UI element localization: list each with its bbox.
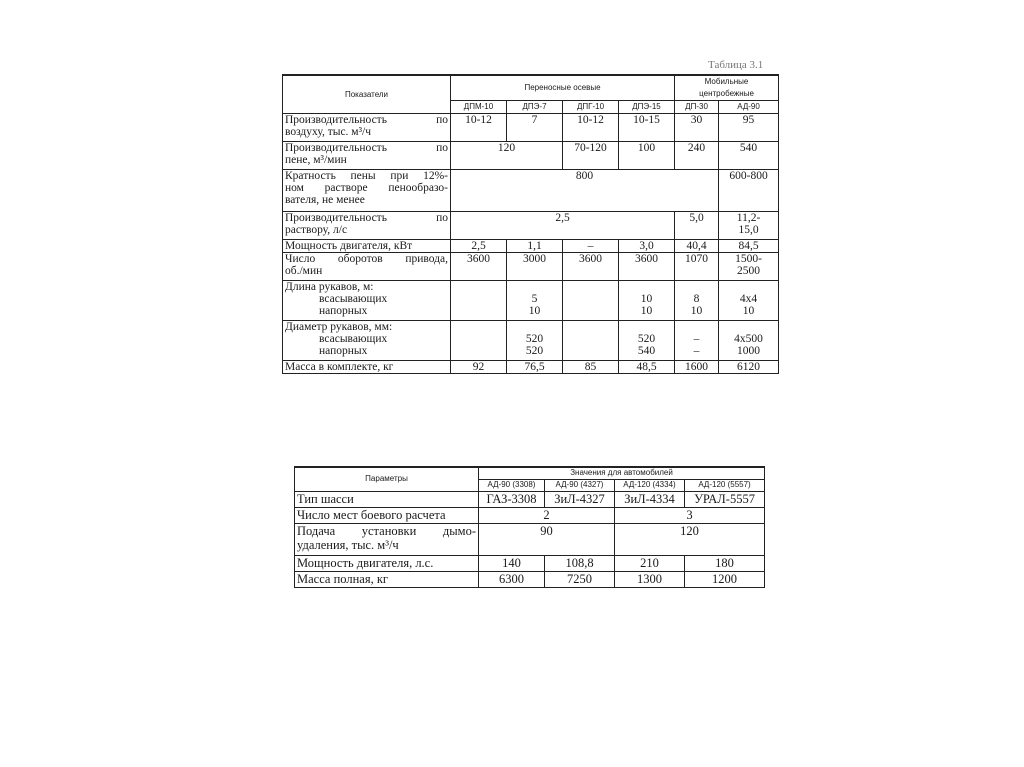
cell-value: 30 xyxy=(675,114,719,142)
cell-value: 2500 xyxy=(737,265,761,277)
cell-value: 3600 xyxy=(619,253,675,281)
row-label: удаления, тыс. м³/ч xyxy=(297,537,399,552)
cell-value: 540 xyxy=(637,345,656,357)
cell-value: 10 xyxy=(528,305,541,317)
cell-value: ЗиЛ-4327 xyxy=(545,491,615,507)
table-row xyxy=(283,114,779,142)
row-label: пене, м³/мин xyxy=(285,154,347,166)
cell-value: 10-12 xyxy=(451,114,507,142)
row-label: Производительность по xyxy=(285,142,448,154)
header-model: ДПЭ-15 xyxy=(619,101,675,114)
cell-value: 3600 xyxy=(451,253,507,281)
table-row xyxy=(295,507,765,523)
row-label: Тип шасси xyxy=(295,491,479,507)
header-model: АД-120 (5557) xyxy=(685,479,765,491)
row-label: Производительность по xyxy=(285,212,448,224)
cell-value: 5 xyxy=(531,293,538,305)
cell-value: 90 xyxy=(479,523,615,555)
header-model: ДПГ-10 xyxy=(563,101,619,114)
row-label: ном растворе пенообразо- xyxy=(285,182,448,194)
header-model: АД-90 xyxy=(719,101,779,114)
table-row xyxy=(283,321,779,361)
header-model: АД-90 (3308) xyxy=(479,479,545,491)
cell-value: 2 xyxy=(479,507,615,523)
table-row xyxy=(295,523,765,555)
cell-value: 84,5 xyxy=(719,240,779,253)
row-label: воздуху, тыс. м³/ч xyxy=(285,126,372,138)
row-label: Мощность двигателя, л.с. xyxy=(295,555,479,571)
cell-value: 520 xyxy=(637,333,656,345)
table-row xyxy=(295,491,765,507)
cell-value: 3 xyxy=(615,507,765,523)
cell-value: 8 xyxy=(693,293,700,305)
table-row xyxy=(295,555,765,571)
cell-value: 1070 xyxy=(675,253,719,281)
row-label: об./мин xyxy=(285,265,323,277)
cell-value: 10 xyxy=(690,305,703,317)
table-caption: Таблица 3.1 xyxy=(708,60,764,70)
cell-value: 6120 xyxy=(719,361,779,374)
cell-value: 540 xyxy=(719,142,779,170)
cell-value: 6300 xyxy=(479,571,545,587)
row-label: Производительность по xyxy=(285,114,448,126)
row-label: Число мест боевого расчета xyxy=(295,507,479,523)
cell-value: – xyxy=(693,345,700,357)
table-row xyxy=(283,212,779,240)
cell-value: 3600 xyxy=(563,253,619,281)
cell-value: 5,0 xyxy=(675,212,719,240)
cell-value: 4х4 xyxy=(739,293,758,305)
row-label: всасывающих xyxy=(319,293,388,305)
header-model: АД-120 (4334) xyxy=(615,479,685,491)
cell-value: 1600 xyxy=(675,361,719,374)
header-indicators: Показатели xyxy=(283,75,451,114)
header-model: ДПМ-10 xyxy=(451,101,507,114)
cell-value: 1200 xyxy=(685,571,765,587)
row-label: Масса в комплекте, кг xyxy=(283,361,451,374)
cell-value: 7 xyxy=(507,114,563,142)
cell-value: 48,5 xyxy=(619,361,675,374)
cell-value: 2,5 xyxy=(451,212,675,240)
cell-value: – xyxy=(693,333,700,345)
row-label: вателя, не менее xyxy=(285,194,365,206)
row-label: Подача установки дымо- xyxy=(297,523,476,538)
cell-value: 4х500 xyxy=(734,333,763,345)
cell-value: 3000 xyxy=(507,253,563,281)
cell-value: 3,0 xyxy=(619,240,675,253)
row-label: напорных xyxy=(319,345,368,357)
cell-value: 10 xyxy=(640,305,653,317)
table-row xyxy=(283,281,779,321)
cell-value: 1000 xyxy=(737,345,761,357)
table-row xyxy=(283,240,779,253)
cell-value: 520 xyxy=(525,345,544,357)
row-label: Длина рукавов, м: xyxy=(285,281,374,293)
cell-value: – xyxy=(563,240,619,253)
cell-value: 1,1 xyxy=(507,240,563,253)
cell-value: 140 xyxy=(479,555,545,571)
row-label: Масса полная, кг xyxy=(295,571,479,587)
cell-value: 108,8 xyxy=(545,555,615,571)
row-label: Диаметр рукавов, мм: xyxy=(285,321,393,333)
cell-value: ЗиЛ-4334 xyxy=(615,491,685,507)
cell-value: 120 xyxy=(615,523,765,555)
table-row xyxy=(283,361,779,374)
header-params: Параметры xyxy=(295,467,479,491)
cell-value: 70-120 xyxy=(563,142,619,170)
cell-value: 2,5 xyxy=(451,240,507,253)
cell-value: 520 xyxy=(525,333,544,345)
table-row xyxy=(283,253,779,281)
cell-value: 100 xyxy=(619,142,675,170)
cell-value: 15,0 xyxy=(738,224,759,236)
table-row xyxy=(283,170,779,212)
row-label: напорных xyxy=(319,305,368,317)
fan-specs-table xyxy=(282,74,779,374)
cell-value: 7250 xyxy=(545,571,615,587)
cell-value: 76,5 xyxy=(507,361,563,374)
cell-value: 10-12 xyxy=(563,114,619,142)
smoke-removal-table xyxy=(294,466,765,588)
header-model: ДП-30 xyxy=(675,101,719,114)
cell-value: 600-800 xyxy=(719,170,779,212)
cell-value: 10 xyxy=(640,293,653,305)
cell-value: 120 xyxy=(451,142,563,170)
table-row xyxy=(295,571,765,587)
cell-value: ГАЗ-3308 xyxy=(479,491,545,507)
row-label: Число оборотов привода, xyxy=(285,253,448,265)
cell-value: 10 xyxy=(742,305,755,317)
header-portable-axial: Переносные осевые xyxy=(451,75,675,101)
cell-value: 95 xyxy=(719,114,779,142)
cell-value: 240 xyxy=(675,142,719,170)
cell-value: 11,2- xyxy=(736,212,761,224)
header-model: АД-90 (4327) xyxy=(545,479,615,491)
cell-value: 40,4 xyxy=(675,240,719,253)
row-label: раствору, л/с xyxy=(285,224,348,236)
row-label: Кратность пены при 12%- xyxy=(285,170,448,182)
cell-value: 10-15 xyxy=(619,114,675,142)
header-model: ДПЭ-7 xyxy=(507,101,563,114)
header-mobile-centrifugal: Мобильные центробежные xyxy=(675,75,779,101)
cell-value: 1300 xyxy=(615,571,685,587)
cell-value: 800 xyxy=(451,170,719,212)
cell-value: 1500- xyxy=(735,253,762,265)
cell-value: 210 xyxy=(615,555,685,571)
row-label: Мощность двигателя, кВт xyxy=(283,240,451,253)
header-values-for: Значения для автомобилей xyxy=(479,467,765,479)
table-row xyxy=(283,142,779,170)
cell-value: УРАЛ-5557 xyxy=(685,491,765,507)
cell-value: 85 xyxy=(563,361,619,374)
row-label: всасывающих xyxy=(319,333,388,345)
cell-value: 180 xyxy=(685,555,765,571)
cell-value: 92 xyxy=(451,361,507,374)
